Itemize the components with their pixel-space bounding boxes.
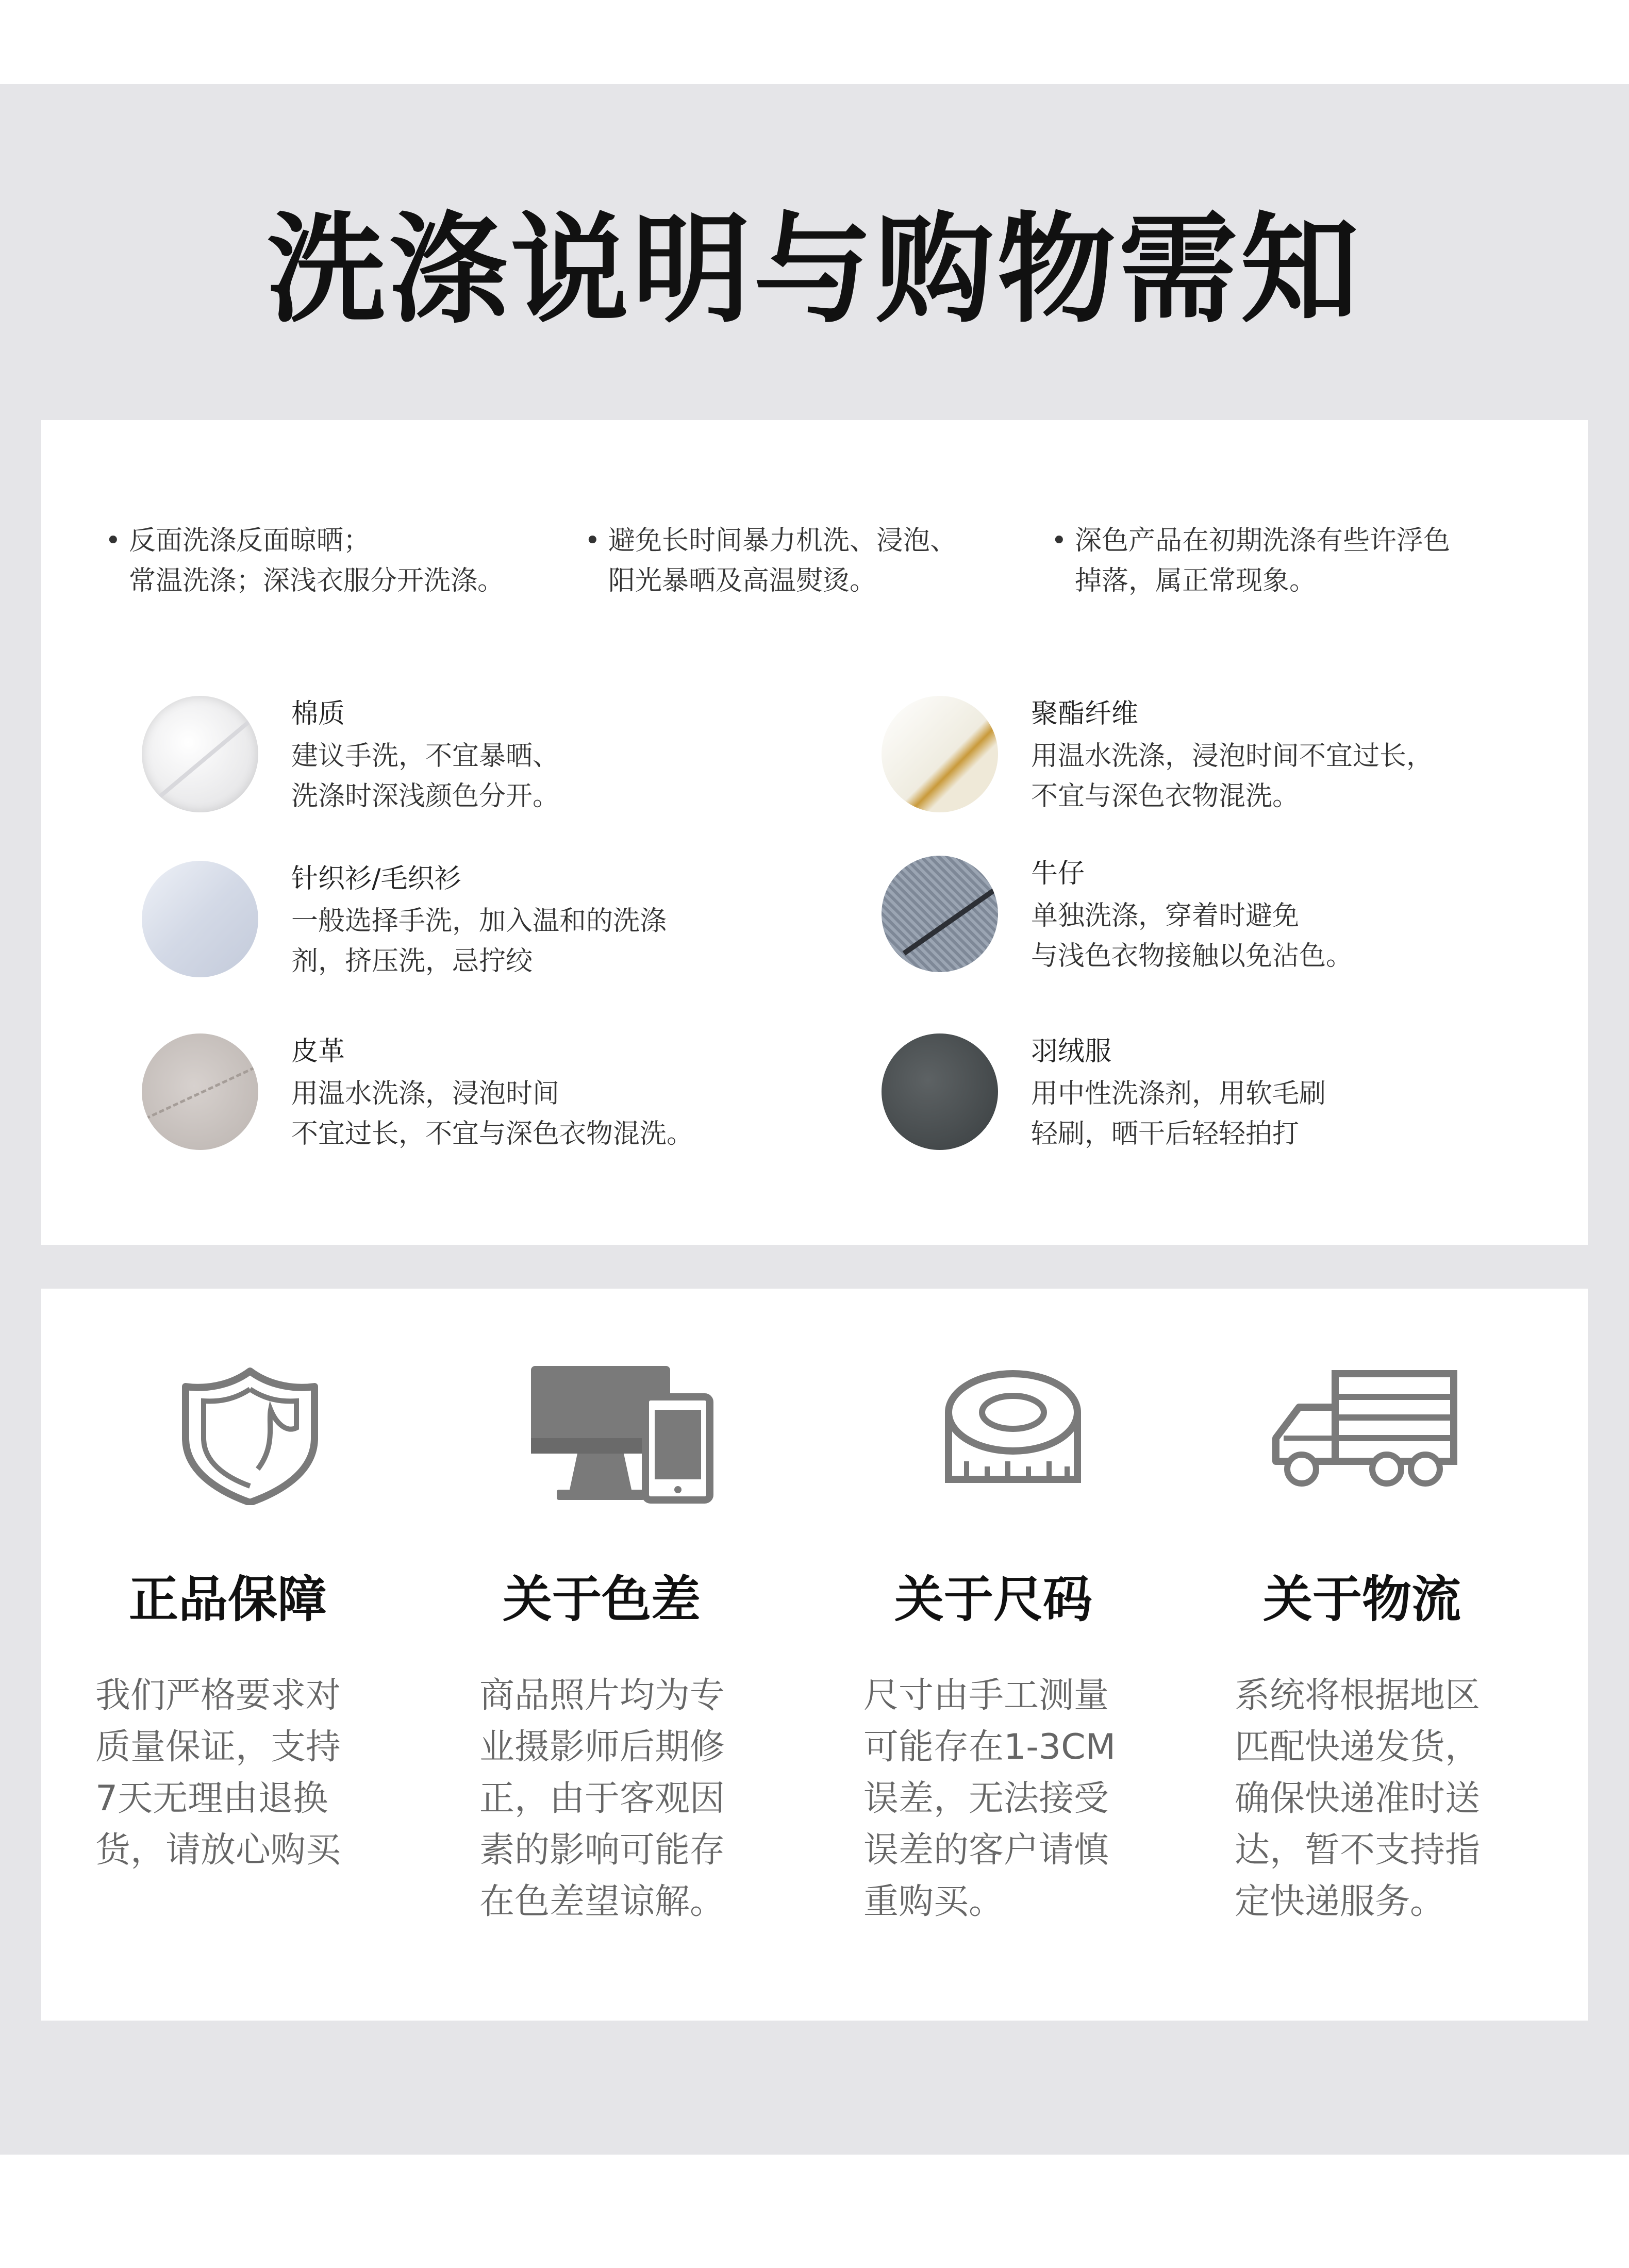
- bullet-icon: •: [105, 525, 121, 556]
- fabric-name: 针织衫/毛织衫: [291, 863, 461, 894]
- tip-3: [1051, 521, 1518, 601]
- fabric-name: 羽绒服: [1031, 1036, 1112, 1067]
- down-swatch-icon: [882, 1033, 998, 1150]
- bullet-icon: •: [585, 525, 601, 556]
- knit-swatch-icon: [142, 861, 258, 977]
- fabric-name: 聚酯纤维: [1031, 698, 1139, 729]
- notice-title: 关于尺码: [894, 1571, 1092, 1628]
- notice-title: 关于物流: [1263, 1571, 1461, 1628]
- fabric-name: 牛仔: [1031, 858, 1085, 889]
- fabric-denim: [882, 856, 1552, 990]
- tip-line: 深色产品在初期洗涤有些许浮色: [1075, 525, 1451, 556]
- tip-line: 常温洗涤；深浅衣服分开洗涤。: [129, 565, 505, 596]
- tape-measure-icon: [910, 1361, 1116, 1505]
- notice-text: 商品照片均为专 业摄影师后期修 正，由于客观因 素的影响可能存 在色差望谅解。: [479, 1675, 725, 1922]
- notice-text: 我们严格要求对 质量保证，支持 7天无理由退换 货，请放心购买: [95, 1675, 341, 1871]
- tip-line: 避免长时间暴力机洗、浸泡、: [608, 525, 957, 556]
- fabric-leather: [142, 1033, 812, 1168]
- tip-line: 掉落，属正常现象。: [1075, 565, 1317, 596]
- fabric-desc: 用温水洗涤，浸泡时间 不宜过长，不宜与深色衣物混洗。: [291, 1078, 694, 1149]
- truck-icon: [1263, 1361, 1469, 1505]
- fabric-cotton: [142, 696, 812, 830]
- fabric-knit: [142, 861, 812, 995]
- notice-text: 系统将根据地区 匹配快递发货， 确保快递准时送 达，暂不支持指 定快递服务。: [1235, 1675, 1481, 1922]
- leather-swatch-icon: [142, 1033, 258, 1150]
- tip-line: 阳光暴晒及高温熨烫。: [608, 565, 877, 596]
- fabric-desc: 用中性洗涤剂，用软毛刷 轻刷，晒干后轻轻拍打: [1031, 1078, 1326, 1149]
- page-title: 洗涤说明与购物需知: [267, 202, 1362, 339]
- notice-text: 尺寸由手工测量 可能存在1-3CM 误差，无法接受 误差的客户请慎 重购买。: [863, 1675, 1116, 1922]
- fabric-desc: 单独洗涤，穿着时避免 与浅色衣物接触以免沾色。: [1031, 900, 1353, 972]
- tip-2: [585, 521, 1052, 601]
- notice-title: 正品保障: [129, 1571, 327, 1628]
- fabric-name: 棉质: [291, 698, 345, 729]
- polyester-swatch-icon: [882, 696, 998, 812]
- notice-title: 关于色差: [503, 1571, 701, 1628]
- fabric-polyester: [882, 696, 1552, 830]
- cotton-swatch-icon: [142, 696, 258, 812]
- fabric-down: [882, 1033, 1552, 1168]
- fabric-desc: 一般选择手洗，加入温和的洗涤 剂，挤压洗，忌拧绞: [291, 906, 667, 977]
- fabric-desc: 用温水洗涤，浸泡时间不宜过长， 不宜与深色衣物混洗。: [1031, 741, 1434, 812]
- devices-icon: [526, 1361, 732, 1505]
- denim-swatch-icon: [882, 856, 998, 972]
- fabric-name: 皮革: [291, 1036, 345, 1067]
- fabric-desc: 建议手洗，不宜暴晒、 洗涤时深浅颜色分开。: [291, 741, 560, 812]
- shield-icon: [147, 1361, 353, 1505]
- tip-1: [105, 521, 572, 601]
- tip-line: 反面洗涤反面晾晒；: [129, 525, 371, 556]
- bullet-icon: •: [1051, 525, 1067, 556]
